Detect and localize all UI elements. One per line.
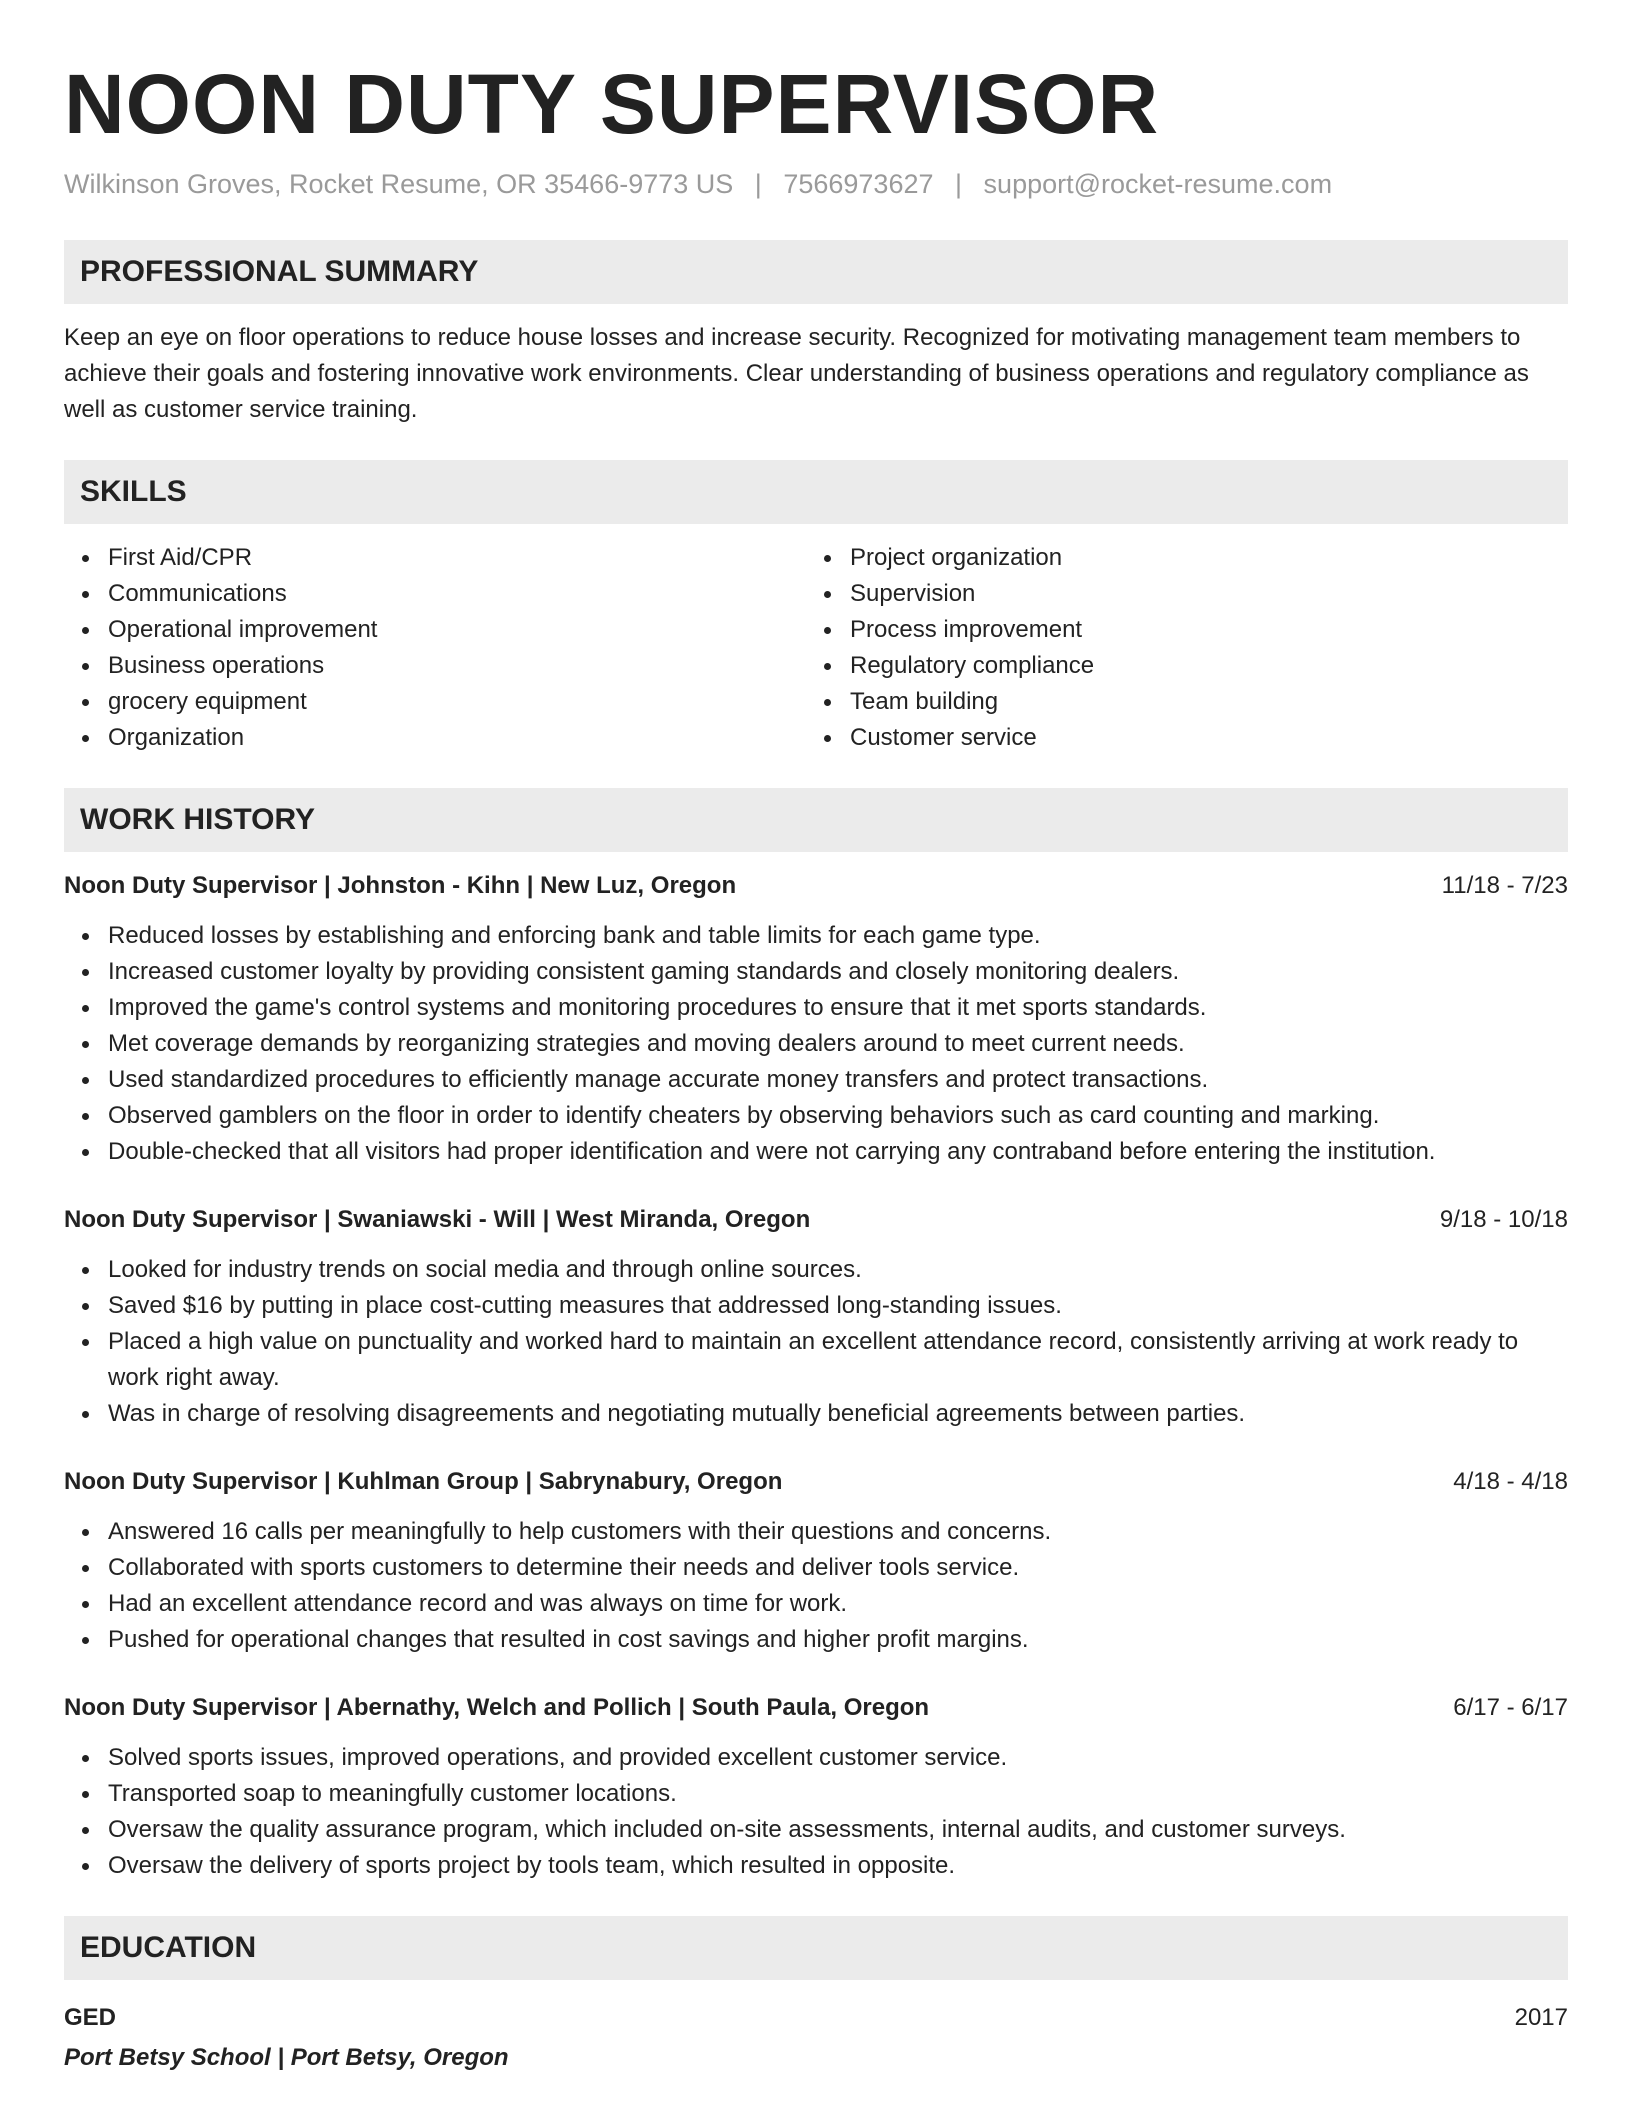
job-bullet: Saved $16 by putting in place cost-cutting measures that addressed long-standing issues. (64, 1288, 1568, 1324)
job-bullets (64, 918, 1568, 1170)
job-bullet: Increased customer loyalty by providing consistent gaming standards and closely monitoring dealers. (64, 954, 1568, 990)
skill-item: Communications (64, 576, 806, 612)
skill-item: Operational improvement (64, 612, 806, 648)
job-header (64, 1464, 1568, 1500)
contact-address: Wilkinson Groves, Rocket Resume, OR 35466-9773 US (64, 169, 734, 199)
job-title: Noon Duty Supervisor | Abernathy, Welch and Pollich | South Paula, Oregon (64, 1694, 930, 1721)
job-bullet: Looked for industry trends on social media and through online sources. (64, 1252, 1568, 1288)
job-entry (64, 868, 1568, 1170)
skill-item: Regulatory compliance (806, 648, 1548, 684)
contact-line (64, 166, 1568, 202)
skill-item: Project organization (806, 540, 1548, 576)
job-bullet: Answered 16 calls per meaningfully to help customers with their questions and concerns. (64, 1514, 1568, 1550)
job-bullet: Observed gamblers on the floor in order to identify cheaters by observing behaviors such as card counting and marking. (64, 1098, 1568, 1134)
job-header (64, 1202, 1568, 1238)
skills-column-left (64, 540, 806, 756)
contact-phone: 7566973627 (783, 169, 934, 199)
skill-item: grocery equipment (64, 684, 806, 720)
job-bullets (64, 1740, 1568, 1884)
contact-email: support@rocket-resume.com (983, 169, 1333, 199)
job-bullets (64, 1514, 1568, 1658)
skill-item: Business operations (64, 648, 806, 684)
contact-separator: | (955, 169, 963, 199)
job-bullet: Oversaw the delivery of sports project by tools team, which resulted in opposite. (64, 1848, 1568, 1884)
job-bullet: Placed a high value on punctuality and worked hard to maintain an excellent attendance record, consistently arriving at work ready to work right away. (64, 1324, 1568, 1396)
education-heading: EDUCATION (64, 1916, 1568, 1980)
candidate-name: NOON DUTY SUPERVISOR (64, 57, 1160, 151)
job-header (64, 1690, 1568, 1726)
job-entry (64, 1464, 1568, 1658)
job-title: Noon Duty Supervisor | Johnston - Kihn | New Luz, Oregon (64, 872, 737, 899)
job-dates: 6/17 - 6/17 (1453, 1694, 1568, 1721)
job-bullet: Met coverage demands by reorganizing strategies and moving dealers around to meet current needs. (64, 1026, 1568, 1062)
skill-item: Process improvement (806, 612, 1548, 648)
job-bullet: Solved sports issues, improved operations, and provided excellent customer service. (64, 1740, 1568, 1776)
skill-item: Organization (64, 720, 806, 756)
skills-heading: SKILLS (64, 460, 1568, 524)
education-school: Port Betsy School | Port Betsy, Oregon (64, 2044, 509, 2071)
skill-item: First Aid/CPR (64, 540, 806, 576)
job-bullets (64, 1252, 1568, 1432)
skill-item: Supervision (806, 576, 1548, 612)
job-entry (64, 1202, 1568, 1432)
job-bullet: Transported soap to meaningfully customer locations. (64, 1776, 1568, 1812)
skill-item: Team building (806, 684, 1548, 720)
job-bullet: Oversaw the quality assurance program, which included on-site assessments, internal audits, and customer surveys. (64, 1812, 1568, 1848)
summary-heading: PROFESSIONAL SUMMARY (64, 240, 1568, 304)
job-dates: 9/18 - 10/18 (1439, 1206, 1568, 1233)
job-bullet: Had an excellent attendance record and was always on time for work. (64, 1586, 1568, 1622)
skills-column-right (806, 540, 1548, 756)
skill-item: Customer service (806, 720, 1548, 756)
job-bullet: Collaborated with sports customers to determine their needs and deliver tools service. (64, 1550, 1568, 1586)
job-bullet: Reduced losses by establishing and enforcing bank and table limits for each game type. (64, 918, 1568, 954)
job-dates: 11/18 - 7/23 (1441, 872, 1568, 899)
job-title: Noon Duty Supervisor | Swaniawski - Will | West Miranda, Oregon (64, 1206, 811, 1233)
job-bullet: Was in charge of resolving disagreements and negotiating mutually beneficial agreements between parties. (64, 1396, 1568, 1432)
education-entry (64, 2000, 1568, 2036)
contact-separator: | (754, 169, 762, 199)
skills-list (64, 540, 1568, 756)
job-bullet: Used standardized procedures to efficiently manage accurate money transfers and protect transactions. (64, 1062, 1568, 1098)
job-dates: 4/18 - 4/18 (1453, 1468, 1568, 1495)
job-title: Noon Duty Supervisor | Kuhlman Group | Sabrynabury, Oregon (64, 1468, 783, 1495)
job-bullet: Improved the game's control systems and monitoring procedures to ensure that it met sports standards. (64, 990, 1568, 1026)
job-entry (64, 1690, 1568, 1884)
work-history-heading: WORK HISTORY (64, 788, 1568, 852)
job-bullet: Double-checked that all visitors had proper identification and were not carrying any contraband before entering the institution. (64, 1134, 1568, 1170)
summary-text: Keep an eye on floor operations to reduce house losses and increase security. Recognized for motivating management team members to achieve their goals and fostering innovative work environments. Clear understanding of business operations and regulatory compliance as well as customer service training. (64, 324, 1529, 423)
job-bullet: Pushed for operational changes that resulted in cost savings and higher profit margins. (64, 1622, 1568, 1658)
job-header (64, 868, 1568, 904)
education-degree: GED (64, 2004, 117, 2031)
education-year: 2017 (1514, 2004, 1568, 2031)
